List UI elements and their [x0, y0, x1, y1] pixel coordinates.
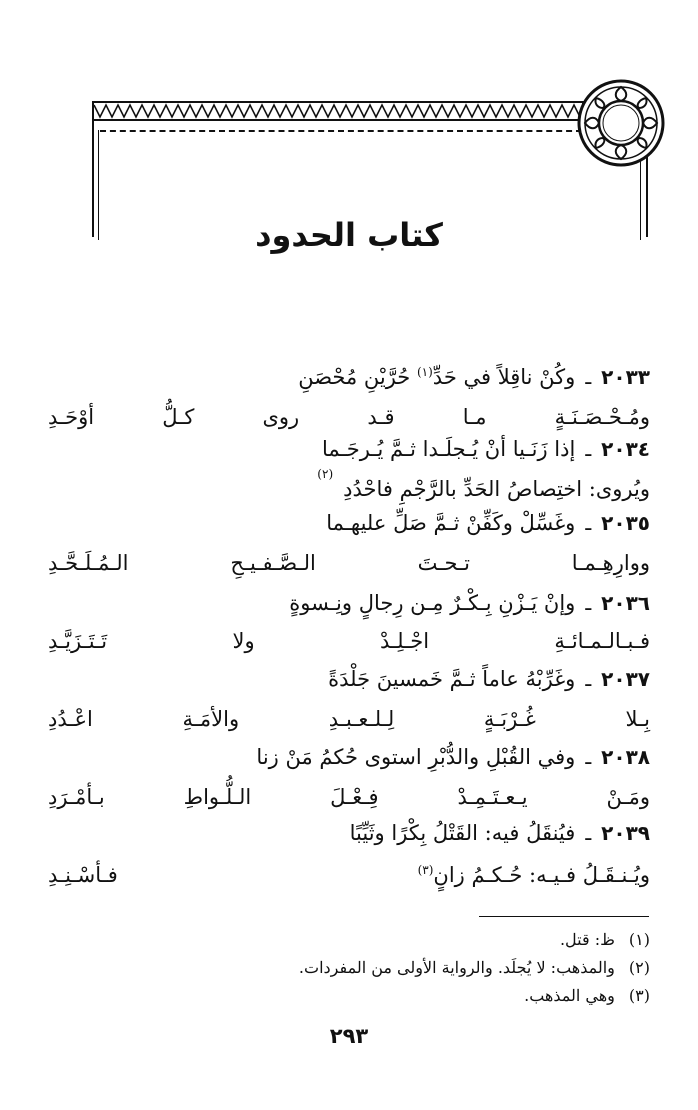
- verse-first-hemistich: وغَرِّبْهُ عاماً ثـمَّ خَمسينَ جَلْدَةً: [328, 667, 576, 691]
- verse-first-hemistich: وكُنْ ناقِلاً في حَدِّ$^{(١)}$ حُرَّيْنِ مُحْصَنِ: [298, 365, 576, 389]
- footnote-text: وهي المذهب.: [524, 986, 615, 1005]
- footnote-1: [48, 930, 650, 950]
- verse-second-hemistich: بِـلا غُـرْبَـةٍ لِـلـعـبـدِ والأمَـةِ اعْـدُدِ: [48, 707, 650, 731]
- zigzag-pattern: [94, 103, 582, 119]
- verse-2035-second: [48, 548, 650, 578]
- verse-2035: ٢٠٣٥ ـ وغَسِّلْ وكَفِّنْ ثـمَّ صَلِّ عليهـما: [48, 508, 650, 538]
- verse-2033: ٢٠٣٣ ـ وكُنْ ناقِلاً في حَدِّ$^{(١)}$ حُرَّيْنِ مُحْصَنِ: [48, 362, 650, 392]
- verse-2036-second: [48, 626, 650, 656]
- verse-second-hemistich: ومَـنْ يـعـتَـمِـدْ فِـعْـلَ الـلُّـواطِ بـأمْـرَدِ: [48, 785, 650, 809]
- footnote-text: ظ: قتل.: [559, 930, 615, 949]
- chapter-title: كتاب الحدود: [255, 216, 443, 254]
- footnote-ref: (٣): [417, 863, 434, 877]
- footnote-ref: (١): [416, 365, 433, 379]
- verse-first-hemistich: وفي القُبْلِ والدُّبْرِ استوى حُكمُ مَنْ زنا: [256, 745, 576, 769]
- verse-number: ٢٠٣٣: [601, 365, 650, 389]
- footnote-separator: [479, 916, 649, 917]
- verse-second-hemistich-end: فـأسْـنِـدِ: [48, 863, 118, 887]
- verse-second-hemistich: ويُـنـقَـلُ فـيـه: حُـكـمُ زانٍ$^{(٣)}$: [417, 863, 650, 887]
- verse-2039: ٢٠٣٩ ـ فيُنقَلُ فيه: القَتْلُ بِكْرًا وثَيِّبًا: [48, 818, 650, 848]
- verse-number: ٢٠٣٨: [601, 745, 650, 769]
- verse-second-hemistich: ومُـحْـصَـنَـةٍ مـا قـد روى كـلُّ أوْحَـدِ: [48, 405, 650, 429]
- header-dashed-rule: [100, 130, 582, 132]
- verse-first-hemistich: وغَسِّلْ وكَفِّنْ ثـمَّ صَلِّ عليهـما: [326, 511, 576, 535]
- verse-2033-second: [48, 402, 650, 432]
- verse-number: ٢٠٣٧: [601, 667, 650, 691]
- verse-2034-second: [48, 467, 650, 504]
- footnote-number: (٢): [628, 958, 650, 977]
- verse-second-hemistich: ووارِهِـمـا تـحـتَ الـصَّـفـيـحِ الـمُـلَـحَّـدِ: [48, 551, 650, 575]
- footnote-3: [48, 986, 650, 1006]
- verse-2037-second: [48, 704, 650, 734]
- footnote-2: [48, 958, 650, 978]
- verse-2036: ٢٠٣٦ ـ وإنْ يَـزْنِ بِـكْـرٌ مِـن رِجالٍ ونِـسوةٍ: [48, 588, 650, 618]
- ornamental-medallion-icon: [576, 78, 666, 168]
- verse-2037: ٢٠٣٧ ـ وغَرِّبْهُ عاماً ثـمَّ خَمسينَ جَلْدَةً: [48, 664, 650, 694]
- zigzag-line: [94, 105, 582, 117]
- verse-second-hemistich: ويُروى: اختِصاصُ الحَدِّ بالرَّجْمِ فاحْدُدِ: [343, 477, 650, 501]
- page-number: ٢٩٣: [329, 1024, 369, 1048]
- verse-2038: ٢٠٣٨ ـ وفي القُبْلِ والدُّبْرِ استوى حُكمُ مَنْ زنا: [48, 742, 650, 772]
- verse-2034: ٢٠٣٤ ـ إذا زَنَـيا أنْ يُـجلَـدا ثـمَّ يُـرجَـما: [48, 434, 650, 464]
- header-ornament-band: [92, 101, 584, 121]
- verse-first-hemistich: وإنْ يَـزْنِ بِـكْـرٌ مِـن رِجالٍ ونِـسوةٍ: [289, 591, 576, 615]
- footnote-number: (٣): [628, 986, 650, 1005]
- verse-2039-second: [48, 860, 650, 890]
- verse-number: ٢٠٣٥: [601, 511, 650, 535]
- footnote-ref: (٢): [317, 467, 334, 481]
- verse-first-hemistich: إذا زَنَـيا أنْ يُـجلَـدا ثـمَّ يُـرجَـما: [322, 437, 576, 461]
- footnote-number: (١): [628, 930, 650, 949]
- verse-number: ٢٠٣٩: [601, 821, 650, 845]
- verse-first-hemistich: فيُنقَلُ فيه: القَتْلُ بِكْرًا وثَيِّبًا: [349, 821, 576, 845]
- verse-number: ٢٠٣٤: [601, 437, 650, 461]
- footnote-text: والمذهب: لا يُجلَد. والرواية الأولى من المفردات.: [298, 958, 615, 977]
- verse-2038-second: [48, 782, 650, 812]
- verse-second-hemistich: فـبـالـمـائـةِ اجْـلِـدْ ولا تَـتَـزَيَّـدِ: [48, 629, 650, 653]
- verse-number: ٢٠٣٦: [601, 591, 650, 615]
